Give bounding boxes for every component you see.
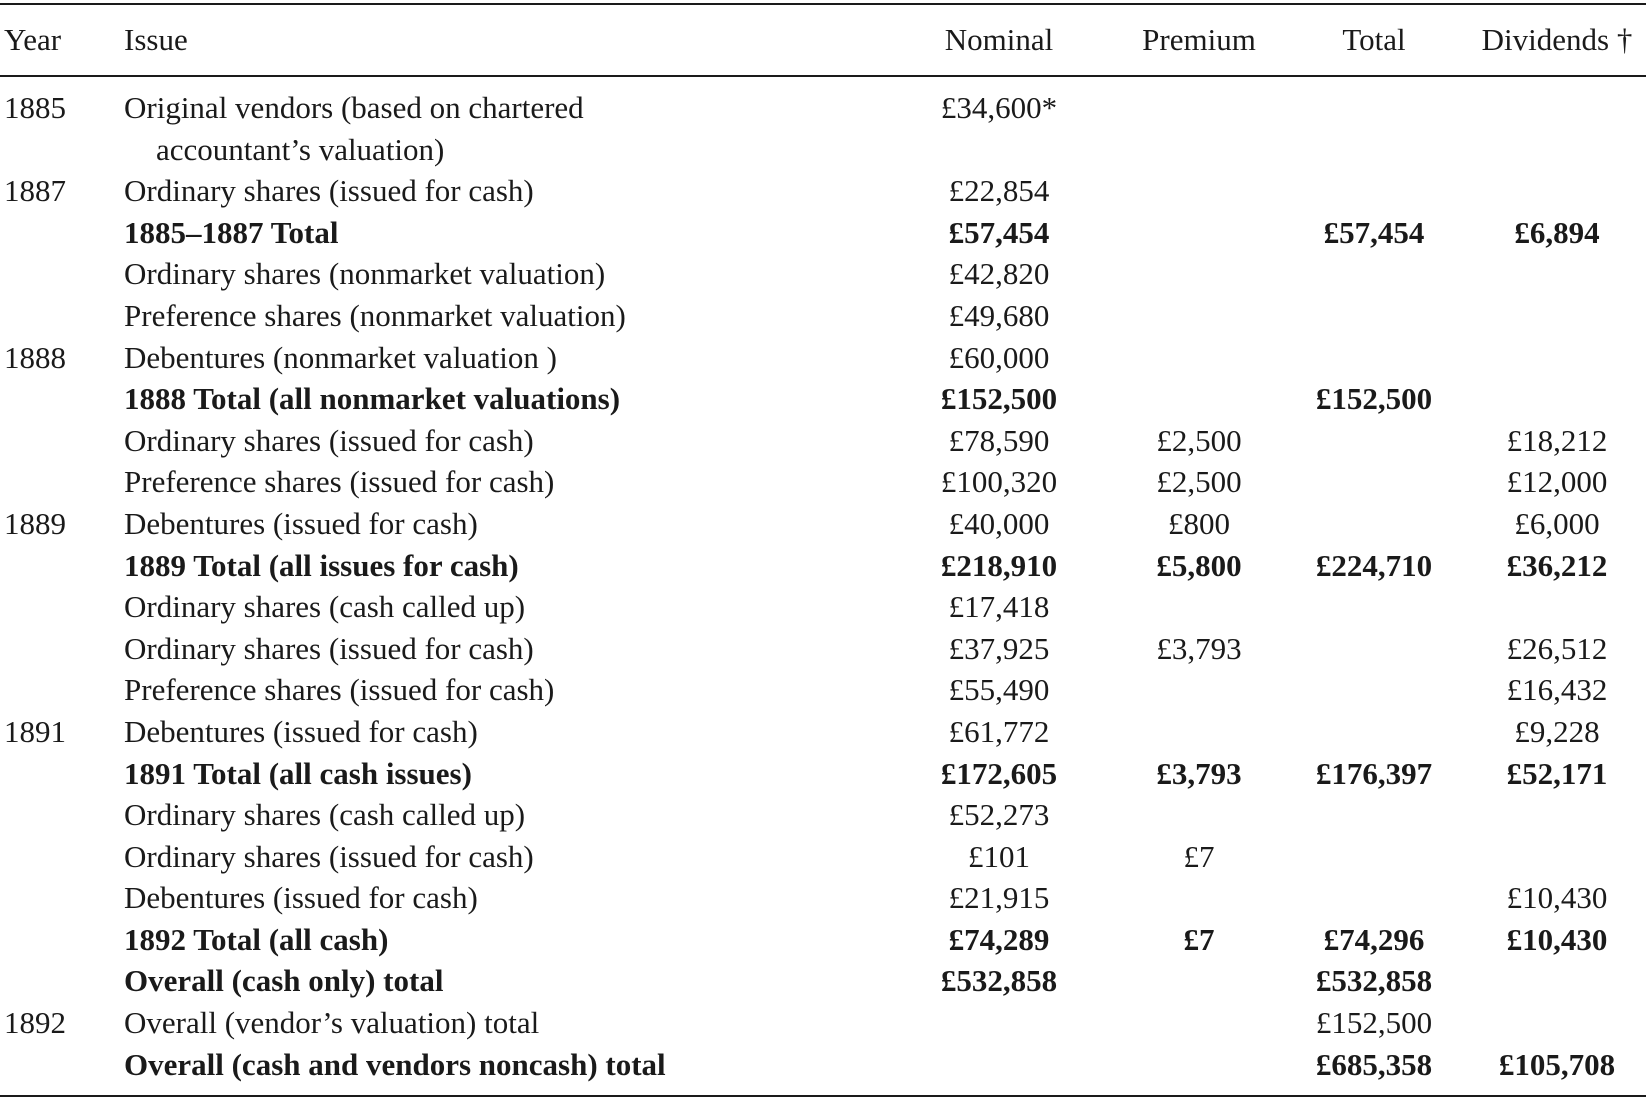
cell-dividends [1464, 295, 1646, 337]
cell-nominal: £49,680 [948, 297, 1050, 333]
cell-dividends: £16,432 [1506, 672, 1608, 708]
table-row [0, 669, 1646, 711]
cell-issue: 1888 Total (all nonmarket valuations) [124, 381, 621, 417]
cell-issue: Preference shares (issued for cash) [124, 464, 555, 500]
cell-issue-line: Original vendors (based on chartered [124, 90, 584, 125]
cell-nominal: £57,454 [948, 214, 1050, 250]
cell-nominal: £34,600* [940, 90, 1058, 125]
cell-premium [1114, 877, 1284, 919]
header-dividends: Dividends † [1464, 4, 1646, 76]
header-nominal: Nominal [884, 4, 1114, 76]
cell-issue: 1891 Total (all cash issues) [124, 755, 472, 791]
cell-premium: £2,500 [1156, 464, 1242, 500]
cell-dividends: £52,171 [1506, 755, 1608, 791]
cell-dividends [1464, 1002, 1646, 1044]
cell-dividends: £6,000 [1514, 505, 1600, 541]
cell-issue [124, 76, 884, 170]
cell-dividends: £26,512 [1506, 630, 1608, 666]
cell-year [0, 794, 124, 836]
cell-issue: Overall (cash and vendors noncash) total [124, 1044, 884, 1097]
cell-issue: Overall (cash only) total [124, 963, 444, 999]
cell-premium: £7 [1183, 838, 1215, 874]
cell-dividends: £18,212 [1506, 422, 1608, 458]
cell-issue: Ordinary shares (issued for cash) [124, 422, 534, 458]
cell-nominal: £55,490 [948, 672, 1050, 708]
cell-premium [1114, 295, 1284, 337]
cell-premium [1114, 1002, 1284, 1044]
cell-year [0, 212, 124, 254]
cell-year [0, 461, 124, 503]
cell-premium [1114, 337, 1284, 379]
cell-year [0, 877, 124, 919]
cell-year [0, 753, 124, 795]
table-row [0, 794, 1646, 836]
cell-year [0, 919, 124, 961]
cell-dividends [1464, 337, 1646, 379]
cell-total [1284, 503, 1464, 545]
cell-premium [1114, 669, 1284, 711]
cell-issue: Ordinary shares (issued for cash) [124, 838, 534, 874]
cell-total: £176,397 [1315, 755, 1433, 791]
cell-dividends: £105,708 [1464, 1044, 1646, 1097]
cell-issue: Debentures (issued for cash) [124, 505, 478, 541]
cell-dividends: £6,894 [1514, 214, 1600, 250]
cell-nominal: £17,418 [948, 589, 1050, 625]
cell-issue: 1892 Total (all cash) [124, 921, 389, 957]
header-total: Total [1284, 4, 1464, 76]
cell-total [1284, 76, 1464, 170]
table-row [0, 295, 1646, 337]
cell-year: 1887 [4, 173, 66, 209]
table-row [0, 420, 1646, 462]
cell-total: £152,500 [1315, 381, 1433, 417]
cell-premium: £5,800 [1156, 547, 1242, 583]
cell-year [0, 295, 124, 337]
cell-year [0, 545, 124, 587]
cell-nominal: £532,858 [940, 963, 1058, 999]
table-row [0, 836, 1646, 878]
cell-nominal: £152,500 [940, 381, 1058, 417]
cell-total [1284, 461, 1464, 503]
cell-total [1284, 836, 1464, 878]
cell-issue: 1889 Total (all issues for cash) [124, 547, 519, 583]
cell-nominal: £60,000 [948, 339, 1050, 375]
cell-total [1284, 794, 1464, 836]
cell-dividends [1464, 794, 1646, 836]
cell-premium [1114, 794, 1284, 836]
cell-issue: Ordinary shares (cash called up) [124, 797, 526, 833]
cell-total [1284, 628, 1464, 670]
cell-year [0, 378, 124, 420]
header-row [0, 4, 1646, 76]
table-row [0, 76, 1646, 170]
cell-premium [1114, 170, 1284, 212]
table-row [0, 628, 1646, 670]
cell-premium [1114, 711, 1284, 753]
cell-year: 1891 [4, 713, 66, 749]
cell-total [1284, 295, 1464, 337]
cell-issue: Ordinary shares (nonmarket valuation) [124, 256, 606, 292]
cell-dividends: £9,228 [1514, 713, 1600, 749]
cell-nominal [884, 1002, 1114, 1044]
cell-premium [1114, 76, 1284, 170]
cell-dividends: £10,430 [1506, 921, 1608, 957]
cell-dividends [1464, 76, 1646, 170]
cell-issue: Debentures (issued for cash) [124, 713, 478, 749]
cell-dividends: £10,430 [1506, 880, 1608, 916]
table-total-row [0, 919, 1646, 961]
header-issue: Issue [124, 4, 884, 76]
cell-total: £74,296 [1323, 921, 1425, 957]
cell-premium: £3,793 [1156, 630, 1242, 666]
cell-total: £685,358 [1284, 1044, 1464, 1097]
table-row [0, 461, 1646, 503]
cell-issue-continuation: accountant’s valuation) [156, 131, 445, 167]
cell-issue: Debentures (nonmarket valuation ) [124, 339, 557, 375]
cell-year: 1892 [4, 1005, 66, 1041]
cell-dividends [1464, 586, 1646, 628]
table-total-row [0, 212, 1646, 254]
cell-year [0, 253, 124, 295]
cell-year [0, 586, 124, 628]
cell-total [1284, 170, 1464, 212]
cell-dividends [1464, 960, 1646, 1002]
cell-issue: Debentures (issued for cash) [124, 880, 478, 916]
cell-nominal: £74,289 [948, 921, 1050, 957]
cell-total [1284, 586, 1464, 628]
cell-total [1284, 420, 1464, 462]
cell-total: £224,710 [1315, 547, 1433, 583]
cell-premium [1114, 586, 1284, 628]
cell-total: £152,500 [1315, 1005, 1433, 1041]
cell-dividends: £12,000 [1506, 464, 1608, 500]
table-row [0, 711, 1646, 753]
table-row [0, 337, 1646, 379]
cell-total [1284, 877, 1464, 919]
cell-dividends: £36,212 [1506, 547, 1608, 583]
cell-issue: Preference shares (nonmarket valuation) [124, 297, 626, 333]
cell-premium: £800 [1168, 505, 1230, 541]
cell-premium [1114, 960, 1284, 1002]
table-total-row [0, 545, 1646, 587]
table-row [0, 503, 1646, 545]
cell-year: 1889 [4, 505, 66, 541]
table-header [0, 4, 1646, 76]
cell-issue: Ordinary shares (issued for cash) [124, 630, 534, 666]
cell-nominal [884, 1044, 1114, 1097]
cell-total [1284, 253, 1464, 295]
cell-total [1284, 337, 1464, 379]
share-issue-table [0, 3, 1646, 1097]
table-body [0, 76, 1646, 1096]
cell-total: £532,858 [1315, 963, 1433, 999]
cell-year [0, 669, 124, 711]
cell-nominal: £40,000 [948, 505, 1050, 541]
cell-premium [1114, 212, 1284, 254]
table-total-row [0, 378, 1646, 420]
cell-dividends [1464, 170, 1646, 212]
header-premium: Premium [1114, 4, 1284, 76]
cell-nominal: £78,590 [948, 422, 1050, 458]
cell-year: 1888 [4, 339, 66, 375]
cell-year [0, 960, 124, 1002]
cell-total: £57,454 [1323, 214, 1425, 250]
cell-nominal: £37,925 [948, 630, 1050, 666]
cell-total [1284, 711, 1464, 753]
cell-premium [1114, 1044, 1284, 1097]
table-row [0, 586, 1646, 628]
cell-issue: Ordinary shares (cash called up) [124, 589, 526, 625]
table-row [0, 170, 1646, 212]
cell-nominal: £42,820 [948, 256, 1050, 292]
cell-premium: £7 [1183, 921, 1215, 957]
cell-dividends [1464, 378, 1646, 420]
table-total-row [0, 960, 1646, 1002]
cell-year [0, 836, 124, 878]
cell-issue: Ordinary shares (issued for cash) [124, 173, 534, 209]
cell-nominal: £172,605 [940, 755, 1058, 791]
cell-nominal: £52,273 [948, 797, 1050, 833]
table-total-row [0, 1044, 1646, 1097]
cell-dividends [1464, 253, 1646, 295]
cell-issue: Preference shares (issued for cash) [124, 672, 555, 708]
cell-issue: Overall (vendor’s valuation) total [124, 1005, 540, 1041]
cell-nominal: £21,915 [948, 880, 1050, 916]
table-row [0, 253, 1646, 295]
cell-year: 1885 [4, 90, 66, 125]
header-year: Year [0, 4, 124, 76]
table-row [0, 877, 1646, 919]
cell-nominal: £218,910 [940, 547, 1058, 583]
cell-premium: £2,500 [1156, 422, 1242, 458]
cell-total [1284, 669, 1464, 711]
table-total-row [0, 753, 1646, 795]
cell-dividends [1464, 836, 1646, 878]
cell-year [0, 420, 124, 462]
cell-nominal: £100,320 [940, 464, 1058, 500]
cell-premium [1114, 378, 1284, 420]
cell-premium [1114, 253, 1284, 295]
cell-nominal: £22,854 [948, 173, 1050, 209]
cell-issue: 1885–1887 Total [124, 214, 339, 250]
cell-year [0, 1044, 124, 1097]
cell-nominal: £61,772 [948, 713, 1050, 749]
cell-nominal: £101 [968, 838, 1030, 874]
cell-premium: £3,793 [1156, 755, 1242, 791]
table-row [0, 1002, 1646, 1044]
cell-year [0, 628, 124, 670]
